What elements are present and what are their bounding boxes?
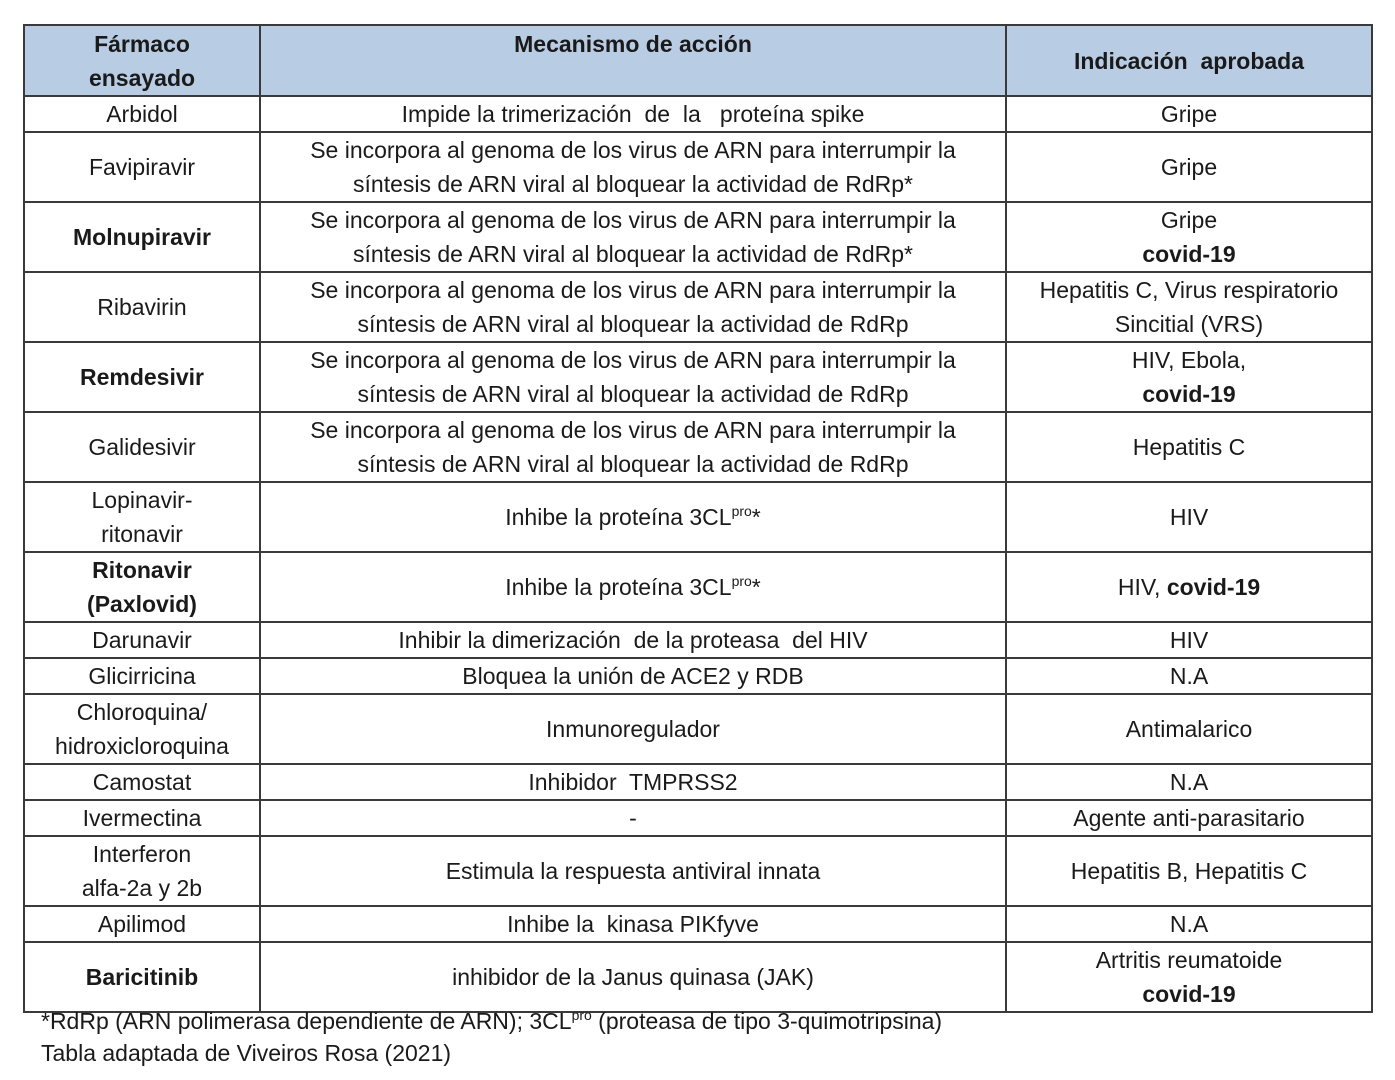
indication-text: N.A bbox=[1169, 769, 1209, 795]
drug-name: alfa-2a y 2b bbox=[81, 875, 203, 901]
indication-text: N.A bbox=[1169, 911, 1209, 937]
table-row bbox=[24, 836, 1372, 906]
indication-cell bbox=[1006, 764, 1372, 800]
table-row bbox=[24, 764, 1372, 800]
drug-cell bbox=[24, 272, 260, 342]
table-row bbox=[24, 132, 1372, 202]
mechanism-cell bbox=[260, 552, 1006, 622]
indication-cell bbox=[1006, 836, 1372, 906]
indication-text: Agente anti-parasitario bbox=[1073, 805, 1305, 831]
drug-name: Lopinavir- bbox=[91, 487, 193, 513]
mechanism-text: Estimula la respuesta antiviral innata bbox=[445, 858, 821, 884]
mechanism-cell bbox=[260, 800, 1006, 836]
table-row bbox=[24, 202, 1372, 272]
indication-text: Hepatitis B, Hepatitis C bbox=[1070, 858, 1308, 884]
mechanism-text: síntesis de ARN viral al bloquear la actividad de RdRp bbox=[357, 381, 909, 407]
indication-text: Sincitial (VRS) bbox=[1114, 311, 1264, 337]
drug-name: Molnupiravir bbox=[72, 224, 211, 250]
mechanism-text: Inmunoregulador bbox=[546, 716, 720, 742]
mechanism-superscript: pro bbox=[731, 503, 752, 519]
indication-text: covid-19 bbox=[1142, 981, 1236, 1007]
drug-name: Remdesivir bbox=[79, 364, 204, 390]
footnote-abbreviations: *RdRp (ARN polimerasa dependiente de ARN); $3CL^{pro}$ (proteasa de tipo 3-quimotripsina) bbox=[41, 1007, 943, 1034]
mechanism-cell bbox=[260, 272, 1006, 342]
drug-name: Chloroquina/ bbox=[76, 699, 208, 725]
drug-name: ritonavir bbox=[101, 521, 183, 547]
drug-name: Baricitinib bbox=[85, 964, 199, 990]
indication-cell bbox=[1006, 202, 1372, 272]
mechanism-text: Inhibir la dimerización de la proteasa del HIV bbox=[398, 627, 868, 653]
header-row bbox=[24, 25, 1372, 96]
table-row bbox=[24, 342, 1372, 412]
mechanism-text: Se incorpora al genoma de los virus de ARN para interrumpir la bbox=[310, 347, 956, 373]
drug-name: Apilimod bbox=[97, 911, 187, 937]
mechanism-text: Inhibidor TMPRSS2 bbox=[528, 769, 738, 795]
table-row bbox=[24, 906, 1372, 942]
drug-cell bbox=[24, 942, 260, 1012]
mechanism-cell bbox=[260, 622, 1006, 658]
table-row bbox=[24, 482, 1372, 552]
header-indication: Indicación aprobada bbox=[1006, 25, 1372, 96]
drug-name: Arbidol bbox=[106, 101, 178, 127]
mechanism-text: Se incorpora al genoma de los virus de ARN para interrumpir la bbox=[310, 417, 956, 443]
drug-name: Interferon bbox=[92, 841, 192, 867]
drug-name: (Paxlovid) bbox=[87, 591, 197, 617]
mechanism-text: inhibidor de la Janus quinasa (JAK) bbox=[452, 964, 814, 990]
drug-table bbox=[23, 24, 1373, 1013]
drug-name: hidroxicloroquina bbox=[55, 733, 229, 759]
drug-cell bbox=[24, 552, 260, 622]
drug-cell bbox=[24, 342, 260, 412]
footnote-superscript: pro bbox=[571, 1007, 592, 1023]
indication-cell bbox=[1006, 800, 1372, 836]
drug-cell bbox=[24, 836, 260, 906]
mechanism-text: Inhibe la proteína $3CL^{pro}*$ bbox=[505, 503, 761, 530]
mechanism-text: Inhibe la kinasa PIKfyve bbox=[507, 911, 759, 937]
table-row bbox=[24, 552, 1372, 622]
indication-text: Antimalarico bbox=[1125, 716, 1253, 742]
table-row bbox=[24, 412, 1372, 482]
mechanism-cell bbox=[260, 658, 1006, 694]
table-body bbox=[24, 96, 1372, 1012]
indication-cell bbox=[1006, 412, 1372, 482]
drug-name: Darunavir bbox=[92, 627, 192, 653]
indication-cell bbox=[1006, 658, 1372, 694]
drug-name: Camostat bbox=[92, 769, 192, 795]
drug-cell bbox=[24, 132, 260, 202]
indication-cell bbox=[1006, 132, 1372, 202]
table-row bbox=[24, 694, 1372, 764]
drug-cell bbox=[24, 694, 260, 764]
mechanism-cell bbox=[260, 132, 1006, 202]
indication-text: Artritis reumatoide bbox=[1095, 947, 1283, 973]
table-row bbox=[24, 622, 1372, 658]
table-row bbox=[24, 942, 1372, 1012]
drug-cell bbox=[24, 622, 260, 658]
indication-cell bbox=[1006, 272, 1372, 342]
header-drug bbox=[24, 25, 260, 96]
indication-cell bbox=[1006, 694, 1372, 764]
indication-text: HIV bbox=[1169, 627, 1209, 653]
header-drug-line-1: Fármaco bbox=[94, 30, 190, 57]
table-row bbox=[24, 800, 1372, 836]
mechanism-cell bbox=[260, 482, 1006, 552]
drug-name: Galidesivir bbox=[88, 434, 196, 460]
mechanism-text: Se incorpora al genoma de los virus de ARN para interrumpir la bbox=[310, 277, 956, 303]
drug-cell bbox=[24, 906, 260, 942]
drug-name: Ritonavir bbox=[92, 557, 192, 583]
indication-part: HIV, bbox=[1117, 574, 1167, 600]
mechanism-cell bbox=[260, 764, 1006, 800]
table-row bbox=[24, 272, 1372, 342]
drug-cell bbox=[24, 412, 260, 482]
indication-text: HIV bbox=[1169, 504, 1209, 530]
indication-text: Hepatitis C bbox=[1132, 434, 1246, 460]
table-header bbox=[24, 25, 1372, 96]
mechanism-superscript: pro bbox=[731, 573, 752, 589]
footnote-source: Tabla adaptada de Viveiros Rosa (2021) bbox=[41, 1040, 452, 1066]
indication-cell bbox=[1006, 96, 1372, 132]
mechanism-cell bbox=[260, 836, 1006, 906]
indication-text: covid-19 bbox=[1142, 381, 1236, 407]
mechanism-text: - bbox=[629, 805, 637, 831]
mechanism-cell bbox=[260, 96, 1006, 132]
drug-cell bbox=[24, 96, 260, 132]
mechanism-cell bbox=[260, 412, 1006, 482]
mechanism-text: síntesis de ARN viral al bloquear la actividad de RdRp bbox=[357, 311, 909, 337]
mechanism-cell bbox=[260, 342, 1006, 412]
table-row bbox=[24, 96, 1372, 132]
indication-cell bbox=[1006, 482, 1372, 552]
indication-text: Hepatitis C, Virus respiratorio bbox=[1039, 277, 1339, 303]
indication-cell bbox=[1006, 906, 1372, 942]
header-drug-line-2: ensayado bbox=[88, 64, 196, 91]
mechanism-cell bbox=[260, 906, 1006, 942]
table-row bbox=[24, 658, 1372, 694]
mechanism-text: síntesis de ARN viral al bloquear la actividad de RdRp bbox=[357, 451, 909, 477]
indication-text: HIV, Ebola, bbox=[1131, 347, 1247, 373]
indication-text: covid-19 bbox=[1142, 241, 1236, 267]
drug-name: Favipiravir bbox=[88, 154, 196, 180]
drug-cell bbox=[24, 800, 260, 836]
mechanism-text: síntesis de ARN viral al bloquear la actividad de RdRp* bbox=[353, 171, 913, 197]
mechanism-cell bbox=[260, 942, 1006, 1012]
indication-cell bbox=[1006, 342, 1372, 412]
indication-text: Gripe bbox=[1160, 207, 1218, 233]
indication-text bbox=[1015, 570, 1363, 604]
mechanism-cell bbox=[260, 694, 1006, 764]
indication-cell bbox=[1006, 942, 1372, 1012]
indication-text: Gripe bbox=[1160, 154, 1218, 180]
mechanism-text: Bloquea la unión de ACE2 y RDB bbox=[462, 663, 804, 689]
drug-name: Ivermectina bbox=[82, 805, 202, 831]
mechanism-cell bbox=[260, 202, 1006, 272]
drug-cell bbox=[24, 482, 260, 552]
footnotes bbox=[41, 1005, 942, 1069]
indication-text: N.A bbox=[1169, 663, 1209, 689]
mechanism-text: Se incorpora al genoma de los virus de ARN para interrumpir la bbox=[310, 137, 956, 163]
mechanism-text: Inhibe la proteína $3CL^{pro}*$ bbox=[505, 573, 761, 600]
drug-name: Glicirricina bbox=[88, 663, 196, 689]
indication-cell bbox=[1006, 552, 1372, 622]
header-mechanism: Mecanismo de acción bbox=[260, 25, 1006, 96]
mechanism-text: Se incorpora al genoma de los virus de ARN para interrumpir la bbox=[310, 207, 956, 233]
drug-cell bbox=[24, 658, 260, 694]
indication-cell bbox=[1006, 622, 1372, 658]
indication-part: covid-19 bbox=[1166, 574, 1261, 600]
mechanism-text: síntesis de ARN viral al bloquear la actividad de RdRp* bbox=[353, 241, 913, 267]
drug-cell bbox=[24, 202, 260, 272]
drug-cell bbox=[24, 764, 260, 800]
drug-name: Ribavirin bbox=[97, 294, 187, 320]
mechanism-text: Impide la trimerización de la proteína spike bbox=[401, 101, 865, 127]
indication-text: Gripe bbox=[1160, 101, 1218, 127]
